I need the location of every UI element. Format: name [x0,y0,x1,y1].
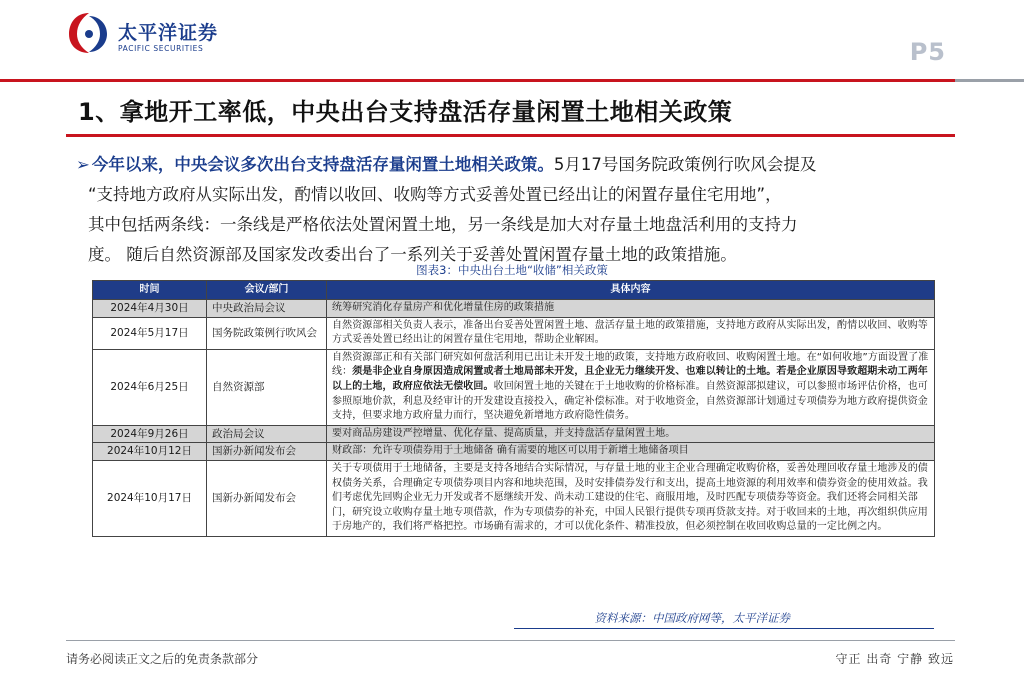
row-detail-post: 收回闲置土地的关键在于土地收购的价格标准。自然资源部拟建议，可以参照市场评估价格，也可参照原地价款，利息及经审计的开发建设直接投入，确定补偿标准。对于收地资金，自然资源部计划通过专项债券为地方政府提供资金支持，但要求地方政府量力而行，坚决避免新增地方政府隐性债务。 [332,380,928,422]
header-org: 会议/部门 [207,281,327,300]
row-detail: 关于专项债用于土地储备，主要是支持各地结合实际情况，与存量土地的业主企业合理确定收购价格，妥善处理回收存量土地涉及的债权债务关系，合理确定专项债券项目内容和地块范围，及时安排债券发行和支出，提高土地资源的利用效率和债券资金的使用效益。我们考虑优先回购企业无力开发或者不愿继续开发、尚未动工建设的住宅、商服用地，及时匹配专项债券等资金。我们还将会同相关部门，研究设立收购存量土地专项借款，作为专项债券的补充，中国人民银行提供专项再贷款支持。对于收回来的土地，再次组织供应用于房地产的，我们将严格把控。市场确有需求的，才可以优化条件、精准投放，但必须控制在收回收购总量的一定比例之内。 [327,460,935,536]
source-note: 资料来源：中国政府网等，太平洋证券 [594,611,790,625]
row-detail: 统筹研究消化存量房产和优化增量住房的政策措施 [327,300,935,318]
header-divider-grey [955,79,1024,82]
lead-bold-text: 今年以来，中央会议多次出台支持盘活存量闲置土地相关政策。 [91,155,554,174]
row-date: 2024年10月12日 [93,443,207,461]
row-org: 国新办新闻发布会 [207,443,327,461]
source-underline [514,628,934,629]
footer-divider [66,640,955,641]
policy-table [92,280,935,537]
row-detail [327,349,935,425]
logo-english-name: PACIFIC SECURITIES [118,44,204,53]
pacific-securities-logo-icon [66,10,112,56]
row-date: 2024年5月17日 [93,317,207,349]
row-detail: 自然资源部相关负责人表示，准备出台妥善处置闲置土地、盘活存量土地的政策措施，支持地方政府从实际出发，酌情以收回、收购等方式妥善处置已经出让的闲置存量住宅用地，帮助企业解困。 [327,317,935,349]
company-logo [66,10,256,70]
table-row [93,317,935,349]
slide-title: 1、拿地开工率低，中央出台支持盘活存量闲置土地相关政策 [78,98,733,126]
table-row [93,460,935,536]
row-date: 2024年4月30日 [93,300,207,318]
table-header-row [93,281,935,300]
header-detail: 具体内容 [327,281,935,300]
lead-line-1-rest: 5月17号国务院政策例行吹风会提及 [553,155,817,174]
page-number: P5 [909,38,946,66]
row-org: 国新办新闻发布会 [207,460,327,536]
lead-line-4: 度。 随后自然资源部及国家发改委出台了一系列关于妥善处置闲置存量土地的政策措施。 [88,245,737,264]
row-org: 政治局会议 [207,425,327,443]
header-date: 时间 [93,281,207,300]
logo-chinese-name: 太平洋证券 [118,22,219,44]
table-row [93,300,935,318]
row-org: 自然资源部 [207,349,327,425]
bullet-arrow-icon: ➢ [76,155,90,174]
row-detail: 财政部：允许专项债券用于土地储备 确有需要的地区可以用于新增土地储备项目 [327,443,935,461]
row-date: 2024年6月25日 [93,349,207,425]
row-detail-pre: 自然资源部正和有关部门研究如何盘活利用已出让未开发土地的政策，支持地方政府收回、收购闲置土地。在“如何收地”方面设置了准线： [332,351,929,378]
row-detail: 要对商品房建设严控增量、优化存量、提高质量，并支持盘活存量闲置土地。 [327,425,935,443]
company-motto: 守正 出奇 宁静 致远 [835,652,954,666]
table-row [93,425,935,443]
table-row [93,443,935,461]
row-org: 国务院政策例行吹风会 [207,317,327,349]
lead-line-2: “支持地方政府从实际出发，酌情以收回、收购等方式妥善处置已经出让的闲置存量住宅用地”， [88,185,782,204]
table-row [93,349,935,425]
title-underline [66,134,955,137]
lead-line-3: 其中包括两条线：一条线是严格依法处置闲置土地，另一条线是加大对存量土地盘活利用的支持力 [88,215,798,234]
disclaimer-note: 请务必阅读正文之后的免责条款部分 [66,652,259,666]
row-date: 2024年9月26日 [93,425,207,443]
lead-paragraph [76,150,954,270]
header-divider-red [0,79,955,82]
row-detail-bold: 须是非企业自身原因造成闲置或者土地局部未开发，且企业无力继续开发、也难以转让的土地。若是企业原因导致超期未动工两年以上的土地，政府应依法无偿收回。 [332,366,928,392]
lead-line-1 [76,150,954,180]
row-org: 中央政治局会议 [207,300,327,318]
table-caption: 图表3：中央出台土地“收储”相关政策 [416,263,608,277]
row-date: 2024年10月17日 [93,460,207,536]
header-divider [0,79,1024,87]
